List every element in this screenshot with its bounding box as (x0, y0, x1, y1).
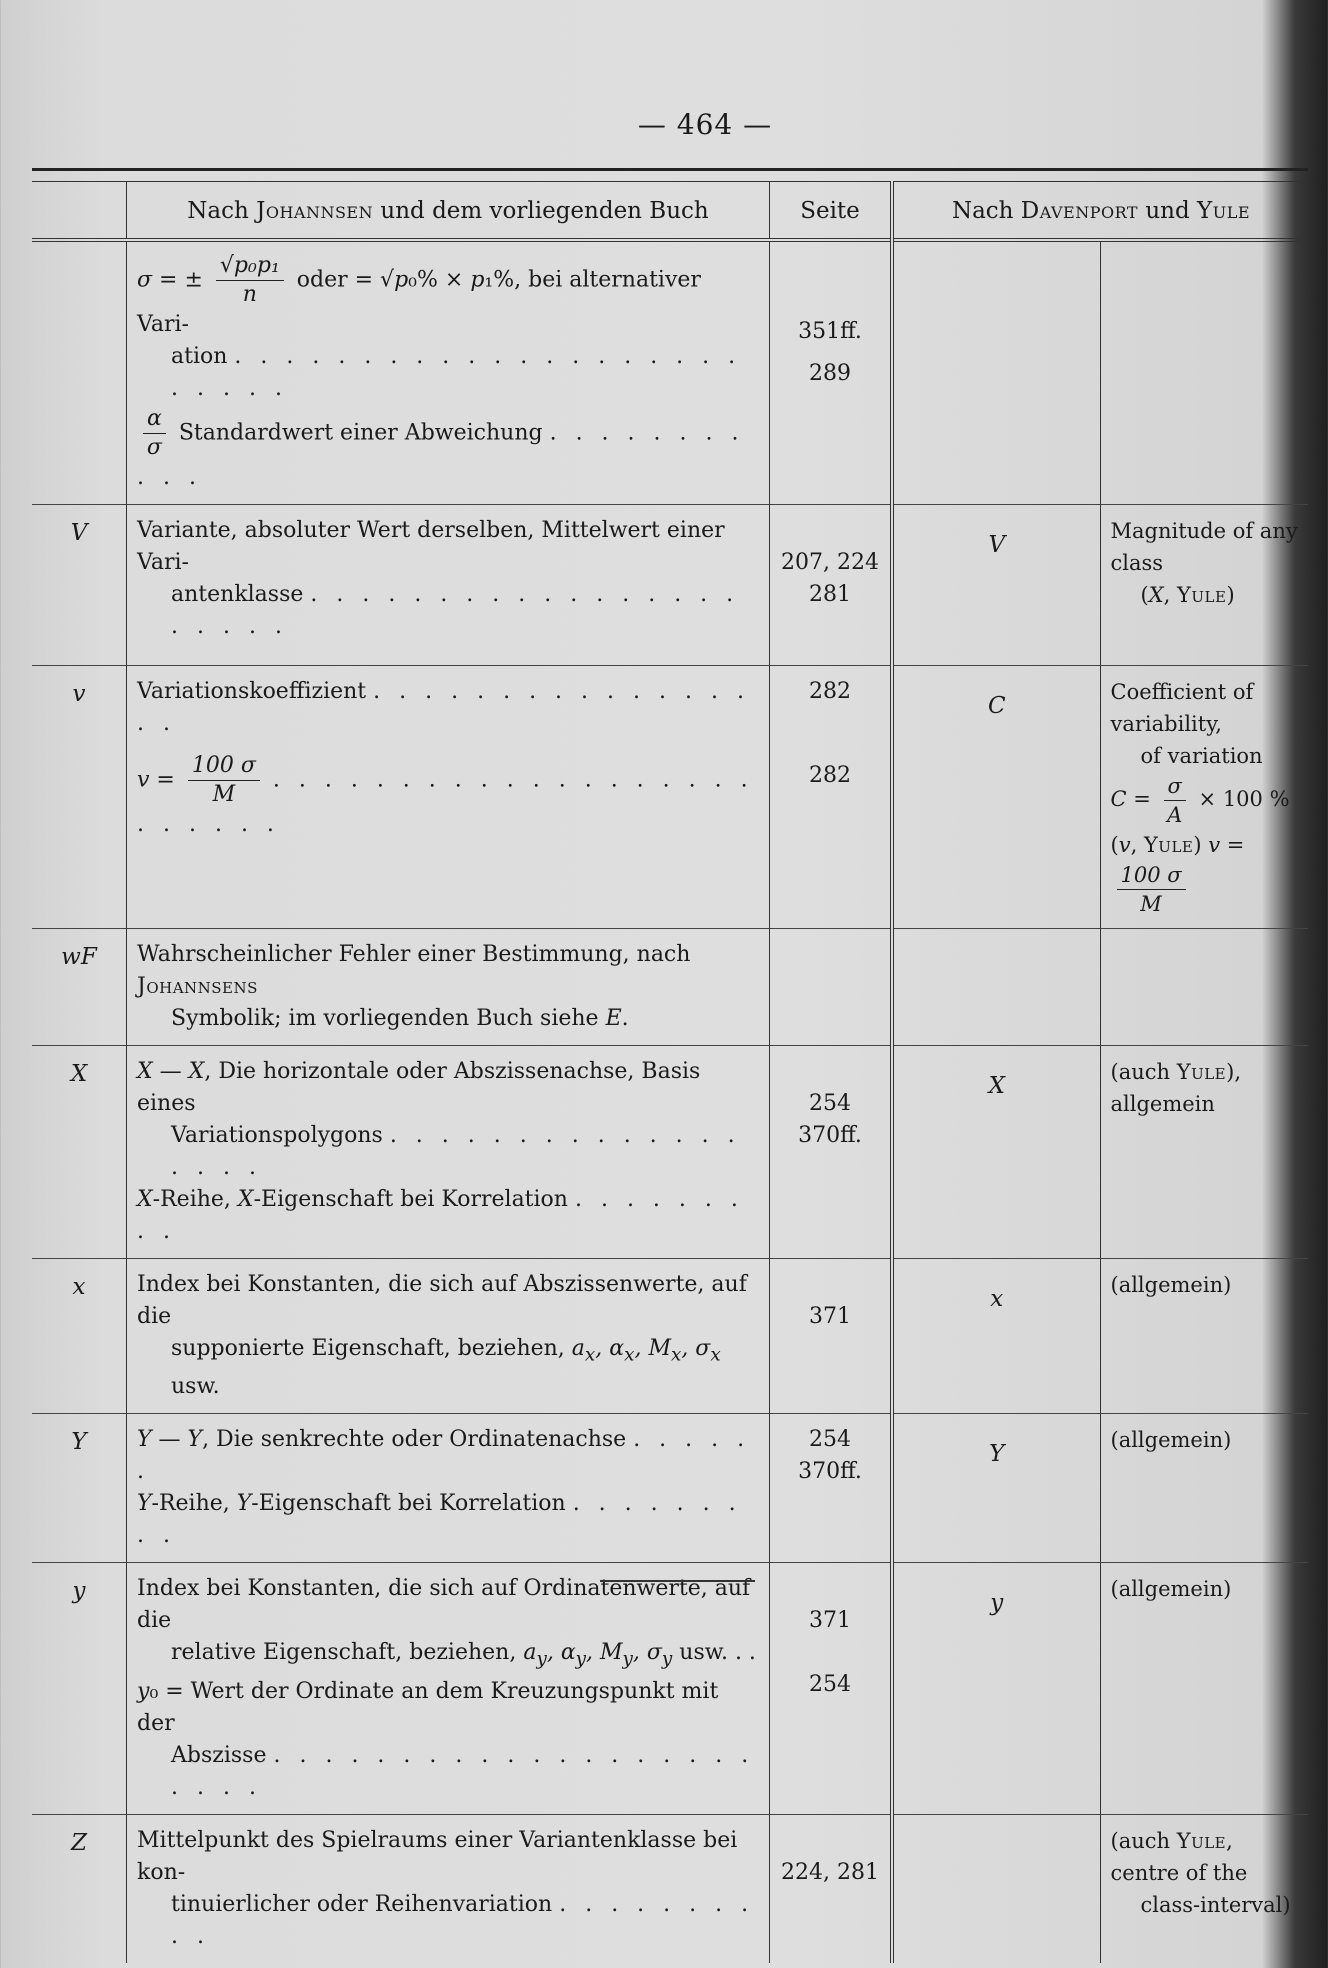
row-description: Y — Y, Die senkrechte oder Ordinatenachse . . . . . . Y-Reihe, Y-Eigenschaft bei Korrelation . . . . . . . . . (127, 1414, 770, 1563)
row-english: (auch Yule, centre of the class-interval) (1110, 1828, 1291, 1917)
row-english (1100, 929, 1308, 1046)
row-english: (allgemein) (1110, 1577, 1232, 1602)
row-symbol-yule (892, 929, 1100, 1046)
table-row (32, 240, 1308, 505)
row-symbol: V (70, 520, 88, 546)
row-symbol-yule: x (892, 1259, 1100, 1414)
header-davenport-yule: Nach Davenport und Yule (951, 198, 1251, 224)
row-pages: 282 282 (770, 666, 893, 929)
row-description: X — X, Die horizontale oder Abszissenachse, Basis eines Variationspolygons . . . . . . . . . . . . . . . . . . X-Reihe, X-Eigenschaft bei Korrelation . . . . . . . . . (127, 1046, 770, 1259)
row-pages: 371 (770, 1259, 893, 1414)
row-symbol-yule: Y (892, 1414, 1100, 1563)
row-english: (auch Yule), allgemein (1110, 1060, 1241, 1116)
row-description: Mittelpunkt des Spielraums einer Variantenklasse bei kon- tinuierlicher oder Reihenvariation . . . . . . . . . . (127, 1814, 770, 1963)
row-description: Wahrscheinlicher Fehler einer Bestimmung, nach Johannsens Symbolik; im vorliegenden Buch siehe E. (127, 929, 770, 1046)
row-pages: 371 254 (770, 1563, 893, 1814)
row-pages: 207, 224 281 (770, 505, 893, 666)
table-row (32, 1814, 1308, 1963)
row-symbol-yule: C (892, 666, 1100, 929)
table-header-row (32, 182, 1308, 241)
row-pages: 351ff. 289 (770, 240, 893, 505)
table-row (32, 666, 1308, 929)
row-description: Variationskoeffizient . . . . . . . . . . . . . . . . . v = $\frac{100 \sigma}{M}$ . . . . . . . . . . . . . . . . . . . . . . . . . (127, 666, 770, 929)
row-symbol: v (72, 681, 86, 707)
table-row (32, 1259, 1308, 1414)
row-description: Variante, absoluter Wert derselben, Mittelwert einer Vari- antenklasse . . . . . . . . . . . . . . . . . . . . . . (127, 505, 770, 666)
row-symbol: y (72, 1578, 86, 1605)
table-row (32, 505, 1308, 666)
table-row (32, 929, 1308, 1046)
header-seite: Seite (770, 182, 893, 241)
page-number: — 464 — (637, 108, 773, 141)
row-symbol-yule: V (892, 505, 1100, 666)
row-english: Coefficient of variability, of variation C = $\frac{\sigma}{A}$ × 100 % (v, Yule) v = $\frac{100 \sigma}{M}$ (1110, 680, 1290, 916)
row-symbol: X (70, 1061, 88, 1087)
bottom-rule (600, 1580, 755, 1582)
row-english: (allgemein) (1110, 1273, 1232, 1297)
row-symbol (32, 240, 127, 505)
row-pages: 254 370ff. (770, 1414, 893, 1563)
row-symbol-yule (892, 1814, 1100, 1963)
row-symbol: x (72, 1274, 86, 1300)
row-symbol-yule: X (892, 1046, 1100, 1259)
row-symbol: Z (71, 1829, 87, 1856)
header-johannsen: Nach Johannsen und dem vorliegenden Buch (127, 182, 770, 241)
row-english: Magnitude of any class (X, Yule) (1110, 519, 1298, 607)
row-symbol-yule (892, 240, 1100, 505)
row-symbol: wF (61, 944, 97, 970)
table-row (32, 1563, 1308, 1814)
row-pages (770, 929, 893, 1046)
row-description: Index bei Konstanten, die sich auf Ordinatenwerte, auf die relative Eigenschaft, beziehen, $a_y$, $\alpha_y$, $M_y$, $\sigma_y$ usw. . . y₀ = Wert der Ordinate an dem Kreuzungspunkt mit der Abszisse . . . . . . . . . . . . . . . . . . . . . . . (127, 1563, 770, 1814)
row-english (1100, 240, 1308, 505)
top-rule (32, 168, 1308, 171)
table-row (32, 1414, 1308, 1563)
row-description: Index bei Konstanten, die sich auf Abszissenwerte, auf die supponierte Eigenschaft, beziehen, $a_x$, $\alpha_x$, $M_x$, $\sigma_x$ usw. (127, 1259, 770, 1414)
header-spacer (32, 182, 127, 241)
row-pages: 224, 281 (770, 1814, 893, 1963)
row-english: (allgemein) (1110, 1428, 1232, 1453)
table-row (32, 1046, 1308, 1259)
row-symbol: Y (71, 1429, 87, 1456)
row-symbol-yule: y (892, 1563, 1100, 1814)
row-description: σ = ± $\frac{\text{√p₀p₁}}{n}$ oder = √p₀% × p₁%, bei alternativer Vari- ation . . . . . . . . . . . . . . . . . . . . . . . . . $\frac{\alpha}{\sigma}$ Standardwert einer Abweichung . . . . . . . . . . . (127, 240, 770, 505)
row-pages: 254 370ff. (770, 1046, 893, 1259)
symbol-table-sheet (32, 168, 1308, 1963)
symbol-table (32, 181, 1308, 1963)
